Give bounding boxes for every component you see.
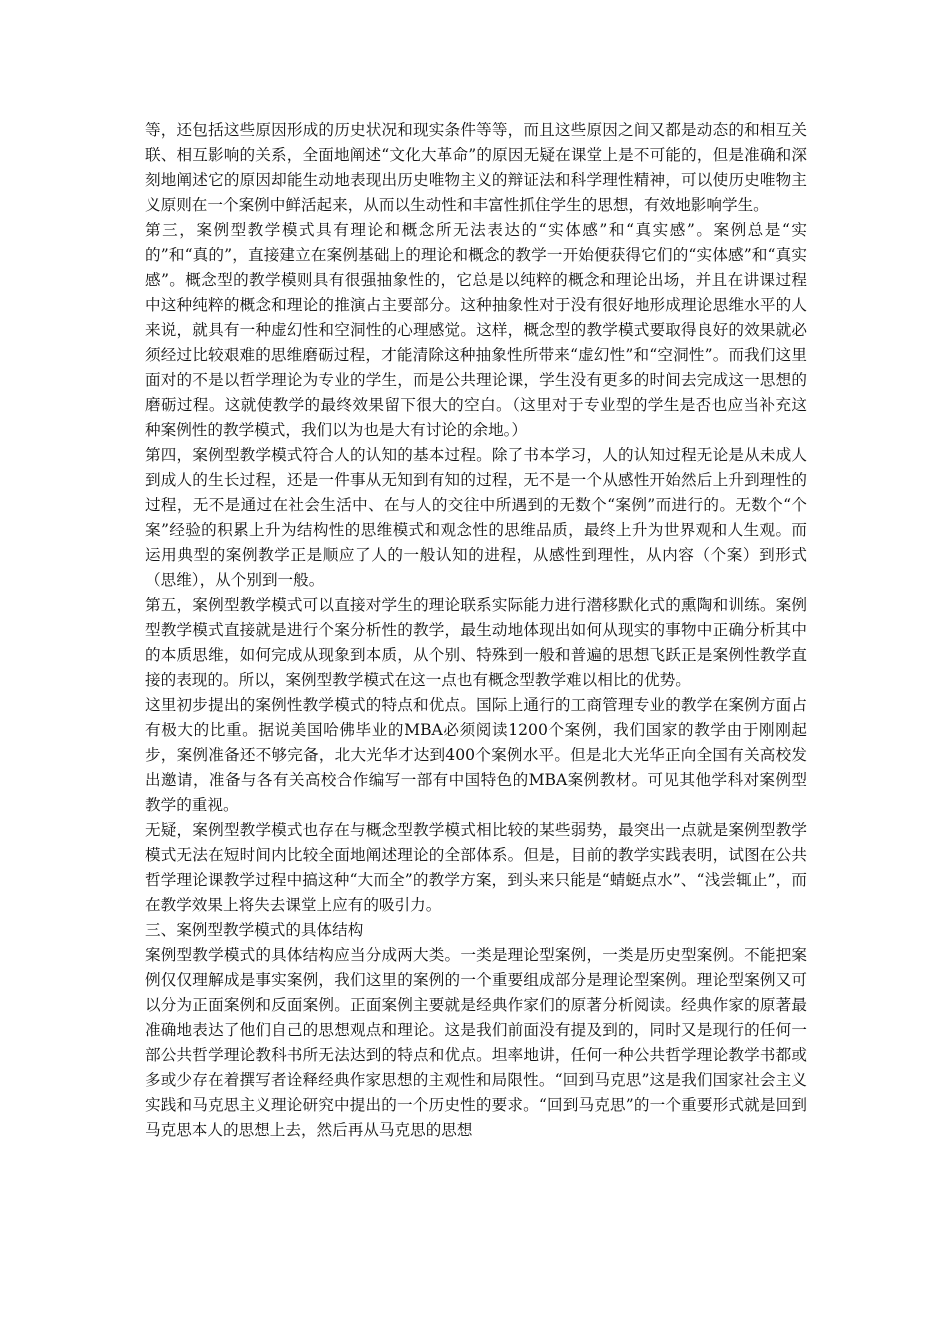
- paragraph-summary: 这里初步提出的案例性教学模式的特点和优点。国际上通行的工商管理专业的教学在案例方面占有极大的比重。据说美国哈佛毕业的MBA必须阅读1200个案例，我们国家的教学由于刚刚起步，案例准备还不够完备，北大光华才达到400个案例水平。但是北大光华正向全国有关高校发出邀请，准备与各有关高校合作编写一部有中国特色的MBA案例教材。可见其他学科对案例型教学的重视。: [145, 696, 807, 814]
- paragraph-point-three: 第三，案例型教学模式具有理论和概念所无法表达的“实体感”和“真实感”。案例总是“实的”和“真的”，直接建立在案例基础上的理论和概念的教学一开始便获得它们的“实体感”和“真实感”。概念型的教学模则具有很强抽象性的，它总是以纯粹的概念和理论出场，并且在讲课过程中这种纯粹的概念和理论的推演占主要部分。这种抽象性对于没有很好地形成理论思维水平的人来说，就具有一种虚幻性和空洞性的心理感觉。这样，概念型的教学模式要取得良好的效果就必须经过比较艰难的思维磨砺过程，才能清除这种抽象性所带来“虚幻性”和“空洞性”。而我们这里面对的不是以哲学理论为专业的学生，而是公共理论课，学生没有更多的时间去完成这一思想的磨砺过程。这就使教学的最终效果留下很大的空白。（这里对于专业型的学生是否也应当补充这种案例性的教学模式，我们以为也是大有讨论的余地。）: [145, 221, 807, 439]
- paragraph-point-four: 第四，案例型教学模式符合人的认知的基本过程。除了书本学习，人的认知过程无论是从未成人到成人的生长过程，还是一件事从无知到有知的过程，无不是一个从感性开始然后上升到理性的过程，无不是通过在社会生活中、在与人的交往中所遇到的无数个“案例”而进行的。无数个“个案”经验的积累上升为结构性的思维模式和观念性的思维品质，最终上升为世界观和人生观。而运用典型的案例教学正是顺应了人的一般认知的进程，从感性到理性，从内容（个案）到形式（思维），从个别到一般。: [145, 446, 807, 589]
- paragraph-weakness: 无疑，案例型教学模式也存在与概念型教学模式相比较的某些弱势，最突出一点就是案例型教学模式无法在短时间内比较全面地阐述理论的全部体系。但是，目前的教学实践表明，试图在公共哲学理论课教学过程中搞这种“大而全”的教学方案，到头来只能是“蜻蜓点水”、“浅尝辄止”，而在教学效果上将失去课堂上应有的吸引力。: [145, 821, 807, 914]
- paragraph-point-five: 第五，案例型教学模式可以直接对学生的理论联系实际能力进行潜移默化式的熏陶和训练。案例型教学模式直接就是进行个案分析性的教学，最生动地体现出如何从现实的事物中正确分析其中的本质思维，如何完成从现象到本质，从个别、特殊到一般和普遍的思想飞跃正是案例性教学直接的表现的。所以，案例型教学模式在这一点也有概念型教学难以相比的优势。: [145, 596, 807, 689]
- document-body: [145, 118, 807, 1143]
- paragraph-causes-continued: 等，还包括这些原因形成的历史状况和现实条件等等，而且这些原因之间又都是动态的和相互关联、相互影响的关系，全面地阐述“文化大革命”的原因无疑在课堂上是不可能的，但是准确和深刻地阐述它的原因却能生动地表现出历史唯物主义的辩证法和科学理性精神，可以使历史唯物主义原则在一个案例中鲜活起来，从而以生动性和丰富性抓住学生的思想，有效地影响学生。: [145, 121, 807, 214]
- section-heading: 三、案例型教学模式的具体结构: [145, 921, 364, 939]
- paragraph-structure: 案例型教学模式的具体结构应当分成两大类。一类是理论型案例，一类是历史型案例。不能把案例仅仅理解成是事实案例，我们这里的案例的一个重要组成部分是理论型案例。理论型案例又可以分为正面案例和反面案例。正面案例主要就是经典作家们的原著分析阅读。经典作家的原著最准确地表达了他们自己的思想观点和理论。这是我们前面没有提及到的，同时又是现行的任何一部公共哲学理论教科书所无法达到的特点和优点。坦率地讲，任何一种公共哲学理论教学书都或多或少存在着撰写者诠释经典作家思想的主观性和局限性。“回到马克思”这是我们国家社会主义实践和马克思主义理论研究中提出的一个历史性的要求。“回到马克思”的一个重要形式就是回到马克思本人的思想上去，然后再从马克思的思想: [145, 946, 807, 1139]
